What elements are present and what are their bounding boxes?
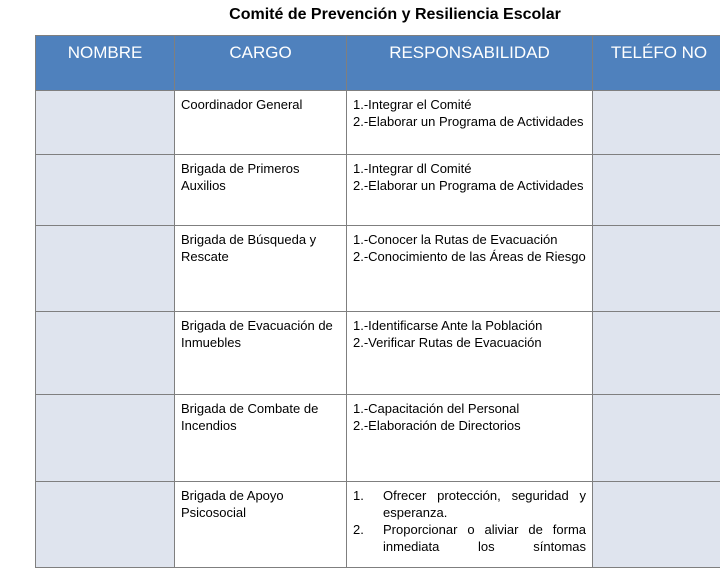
resp-item: 2.-Elaboración de Directorios <box>353 418 586 435</box>
phone-cell[interactable] <box>593 482 720 568</box>
resp-item: 1.-Integrar el Comité <box>353 97 586 114</box>
header-cargo: CARGO <box>175 36 347 91</box>
name-cell[interactable] <box>36 91 175 155</box>
table-row <box>36 482 720 568</box>
header-telefono: TELÉFO NO <box>593 36 720 91</box>
resp-item-text: Ofrecer protección, seguridad y esperanza. <box>383 488 586 522</box>
responsabilidad-cell <box>347 395 593 482</box>
name-cell[interactable] <box>36 155 175 226</box>
table-row <box>36 312 720 395</box>
table-row <box>36 395 720 482</box>
phone-cell[interactable] <box>593 91 720 155</box>
phone-cell[interactable] <box>593 312 720 395</box>
cargo-cell: Coordinador General <box>175 91 347 155</box>
cargo-cell: Brigada de Primeros Auxilios <box>175 155 347 226</box>
resp-list-item <box>353 522 586 556</box>
responsabilidad-cell <box>347 226 593 312</box>
resp-item-number: 1. <box>353 488 383 522</box>
resp-item: 2.-Elaborar un Programa de Actividades <box>353 178 586 195</box>
resp-item: 1.-Capacitación del Personal <box>353 401 586 418</box>
resp-item-number: 2. <box>353 522 383 556</box>
resp-item: 2.-Verificar Rutas de Evacuación <box>353 335 586 352</box>
header-nombre: NOMBRE <box>36 36 175 91</box>
committee-table <box>35 35 720 568</box>
cargo-cell: Brigada de Apoyo Psicosocial <box>175 482 347 568</box>
phone-cell[interactable] <box>593 226 720 312</box>
resp-item-text: Proporcionar o aliviar de forma inmediata los síntomas <box>383 522 586 556</box>
header-responsabilidad: RESPONSABILIDAD <box>347 36 593 91</box>
phone-cell[interactable] <box>593 155 720 226</box>
table-row <box>36 91 720 155</box>
name-cell[interactable] <box>36 226 175 312</box>
name-cell[interactable] <box>36 312 175 395</box>
header-row <box>36 36 720 91</box>
responsabilidad-cell <box>347 312 593 395</box>
phone-cell[interactable] <box>593 395 720 482</box>
cargo-cell: Brigada de Evacuación de Inmuebles <box>175 312 347 395</box>
resp-item: 1.-Integrar dl Comité <box>353 161 586 178</box>
responsabilidad-cell <box>347 91 593 155</box>
resp-item: 2.-Conocimiento de las Áreas de Riesgo <box>353 249 586 266</box>
cargo-cell: Brigada de Combate de Incendios <box>175 395 347 482</box>
resp-item: 1.-Identificarse Ante la Población <box>353 318 586 335</box>
table-row <box>36 226 720 312</box>
name-cell[interactable] <box>36 482 175 568</box>
name-cell[interactable] <box>36 395 175 482</box>
table-row <box>36 155 720 226</box>
responsabilidad-cell <box>347 482 593 568</box>
responsabilidad-cell <box>347 155 593 226</box>
resp-item: 1.-Conocer la Rutas de Evacuación <box>353 232 586 249</box>
cargo-cell: Brigada de Búsqueda y Rescate <box>175 226 347 312</box>
page-title: Comité de Prevención y Resiliencia Escolar <box>0 6 720 24</box>
resp-list-item <box>353 488 586 522</box>
resp-item: 2.-Elaborar un Programa de Actividades <box>353 114 586 131</box>
